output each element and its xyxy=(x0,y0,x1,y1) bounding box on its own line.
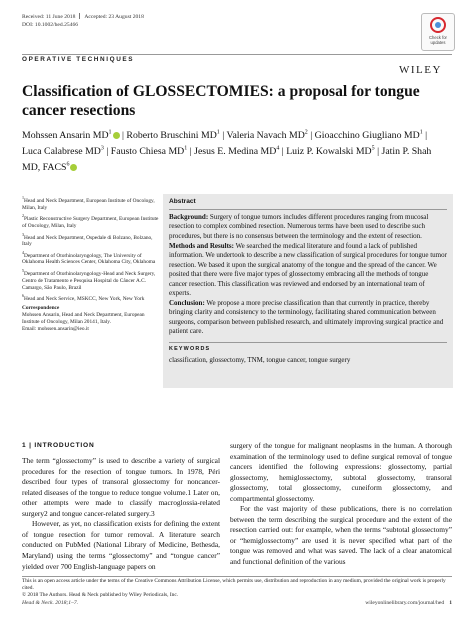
affiliation-number: 2 xyxy=(22,213,24,219)
top-rule xyxy=(22,54,452,55)
affiliation-marker: 1 xyxy=(184,145,188,152)
author-separator: | xyxy=(122,130,127,141)
body-column-left xyxy=(22,441,220,572)
crossmark-icon xyxy=(430,17,446,33)
affiliation-number: 1 xyxy=(22,195,24,200)
author-name[interactable]: Fausto Chiesa $MD^1$ xyxy=(110,145,188,158)
author-name[interactable]: Jatin P. Shah MD, FACS$^6$ xyxy=(22,146,432,174)
author-name[interactable]: Mohssen Ansarin $MD^1$ xyxy=(22,130,120,141)
affiliation-item: $^6$Head and Neck Service, MSKCC, New York, New York xyxy=(22,293,145,302)
section-heading-introduction: 1 | INTRODUCTION xyxy=(22,442,95,449)
background-text: Surgery of tongue tumors includes different procedures ranging from mucosal resection to complex combined resection. Numerous terms have been used to describe such procedures, but there is no consensus between the terminology and the extent of resection. xyxy=(169,212,429,240)
affiliation-number: 5 xyxy=(22,268,24,273)
license-footnote xyxy=(22,578,452,599)
journal-url[interactable]: wileyonlinelibrary.com/journal/hed xyxy=(365,600,445,606)
affiliation-marker: 4 xyxy=(276,145,280,152)
author-separator: | xyxy=(425,130,428,141)
article-title: Classification of GLOSSECTOMIES: a proposal for tongue cancer resections xyxy=(22,83,420,120)
received-date: Received: 11 June 2018 xyxy=(22,14,76,20)
doi[interactable]: DOI: 10.1002/hed.25466 xyxy=(22,22,79,28)
correspondence-address: Mohssen Ansarin, Head and Neck Department, European Institute of Oncology, Milan 20141, Italy. xyxy=(22,311,145,325)
license-text: This is an open access article under the terms of the Creative Commons Attribution License, which permits use, distribution and reproduction in any medium, provided the original work is properly cited. xyxy=(22,578,446,592)
affiliation-list xyxy=(22,195,160,303)
keywords-text: classification, glossectomy, TNM, tongue cancer, tongue surgery xyxy=(169,356,351,364)
affiliation-number: 4 xyxy=(22,249,24,255)
body-column-right xyxy=(230,441,452,567)
affiliations xyxy=(22,195,160,333)
affiliation-marker: 1 xyxy=(419,129,423,136)
keywords-heading: KEYWORDS xyxy=(169,345,211,352)
intro-paragraph-1: The term “glossectomy” is used to describe a variety of surgical procedures for the resection of tongue tumors. In 1978, Péri described four types of transoral glossectomy for noncancer-related diseases of the tongue to reduce tongue volume.1 Later on, other attempts were made to classify macroglossia-related surgery2 and tongue cancer-related surgery.3 xyxy=(22,456,220,518)
author-name[interactable]: Valeria Navach $MD^2$ xyxy=(226,129,308,141)
article-dates xyxy=(22,13,144,21)
affiliation-number: 3 xyxy=(22,231,24,237)
abstract-box xyxy=(163,194,453,388)
affiliation-item: $^1$Head and Neck Department, European Institute of Oncology, Milan, Italy xyxy=(22,195,155,211)
conclusion-text: We propose a more precise classification than that currently in practice, thereby bringing clarity and consistency to the terminology, facilitating shared communication between surgeons, comparison between published research, and ultimately improving surgical practice and patient care. xyxy=(169,298,444,336)
affiliation-marker: 1 xyxy=(216,129,220,136)
publisher-logo: WILEY xyxy=(399,64,442,76)
affiliation-item: $^5$Department of Otorhinolaryngology-Head and Neck Surgery, Centro de Tratamento e Pesquisa Hospital do Câncer A.C. Camargo, São Paulo, Brazil xyxy=(22,268,156,291)
author-name[interactable]: Roberto Bruschini $MD^1$ xyxy=(126,129,220,141)
section-label: OPERATIVE TECHNIQUES xyxy=(22,56,135,63)
affiliation-marker: 6 xyxy=(66,162,70,169)
author-separator: | xyxy=(310,130,315,141)
abstract-background xyxy=(169,213,447,242)
journal-citation: Head & Neck. 2018;1–7. xyxy=(22,600,79,606)
intro-paragraph-2: However, as yet, no classification exists for defining the extent of tongue resection for tumor removal. A literature search conducted on PubMed (National Library of Medicine, Bethesda, Maryland) using the terms “glossectomy” and “tongue cancer” yielded over 700 English-language papers on xyxy=(22,519,220,571)
page-footer xyxy=(22,600,452,606)
methods-text: We searched the medical literature and found a lack of published information. We undertook to describe a new classification of surgical procedures for tongue tumor resection. We based it upon the surgical anatomy of the tongue and the spread of the cancer. We posited that there were five major types of glossectomy embracing all the methods of tongue cancer resection. This classification was reviewed and endorsed by an international team of experts. xyxy=(169,241,447,298)
author-separator: | xyxy=(189,146,195,158)
keywords-rule xyxy=(169,342,447,343)
conclusion-label: Conclusion: xyxy=(169,298,205,307)
abstract-rule xyxy=(169,209,447,210)
author-name[interactable]: Gioacchino Giugliano $MD^1$ xyxy=(314,129,423,141)
page-number: 1 xyxy=(449,600,452,606)
accepted-date: Accepted: 23 August 2018 xyxy=(84,14,144,20)
affiliation-marker: 3 xyxy=(100,145,104,152)
orcid-icon[interactable] xyxy=(113,132,120,139)
author-list xyxy=(22,128,442,176)
footer-rule xyxy=(22,576,452,577)
affiliation-marker: 5 xyxy=(371,145,375,152)
affiliation-item: $^4$Department of Otorhinolaryngology, The University of Oklahoma Health Sciences Center, Oklahoma City, Oklahoma xyxy=(22,249,156,266)
affiliation-marker: 2 xyxy=(304,129,308,136)
correspondence-email[interactable]: Email: mohssen.ansarin@ieo.it xyxy=(22,325,89,332)
copyright-text: © 2018 The Authors. Head & Neck published by Wiley Periodicals, Inc. xyxy=(22,592,179,599)
author-name[interactable]: Luiz P. Kowalski $MD^5$ xyxy=(286,145,375,158)
author-name[interactable]: Jesus E. Medina $MD^4$ xyxy=(194,145,280,158)
methods-label: Methods and Results: xyxy=(169,241,234,250)
affiliation-marker: 1 xyxy=(108,129,112,136)
check-for-updates-badge[interactable] xyxy=(421,13,455,51)
abstract-heading: Abstract xyxy=(169,198,196,205)
author-separator: | xyxy=(377,146,382,158)
badge-label: Check for updates xyxy=(429,35,447,45)
author-separator: | xyxy=(222,130,227,141)
intro-paragraph-3: surgery of the tongue for malignant neoplasms in the human. A thorough examination of the terminology used to define surgical removal of tongue cancers identified the following expressions: glossectomy, partial glossectomy, hemiglossectomy, subtotal glossectomy, transoral glossectomy, total glossectomy, cuneiform glossectomy, and compartmental glossectomy. xyxy=(230,441,452,503)
background-label: Background: xyxy=(169,212,209,221)
orcid-icon[interactable] xyxy=(70,164,77,171)
author-separator: | xyxy=(281,146,287,158)
author-name[interactable]: Luca Calabrese $MD^3$ xyxy=(22,145,104,158)
affiliation-number: 6 xyxy=(22,293,24,299)
author-separator: | xyxy=(106,146,111,158)
affiliation-item: $^3$Head and Neck Department, Ospedale di Bolzano, Bolzano, Italy xyxy=(22,231,153,248)
abstract-conclusion xyxy=(169,299,447,337)
abstract-methods xyxy=(169,242,447,299)
correspondence-heading: Correspondence xyxy=(22,304,60,311)
intro-paragraph-4: For the vast majority of these publications, there is no correlation between the term describing the surgical procedure and the extent of the resection carried out: for example, when the terms “subtotal glossectomy” or “hemiglossectomy” are used it is never specified what part of the tongue was removed and what was saved. The lack of a clear anatomical and functional definition of the various xyxy=(230,504,452,566)
affiliation-item: $^2$Plastic Reconstructive Surgery Department, European Institute of Oncology, Milan, Italy xyxy=(22,213,159,229)
